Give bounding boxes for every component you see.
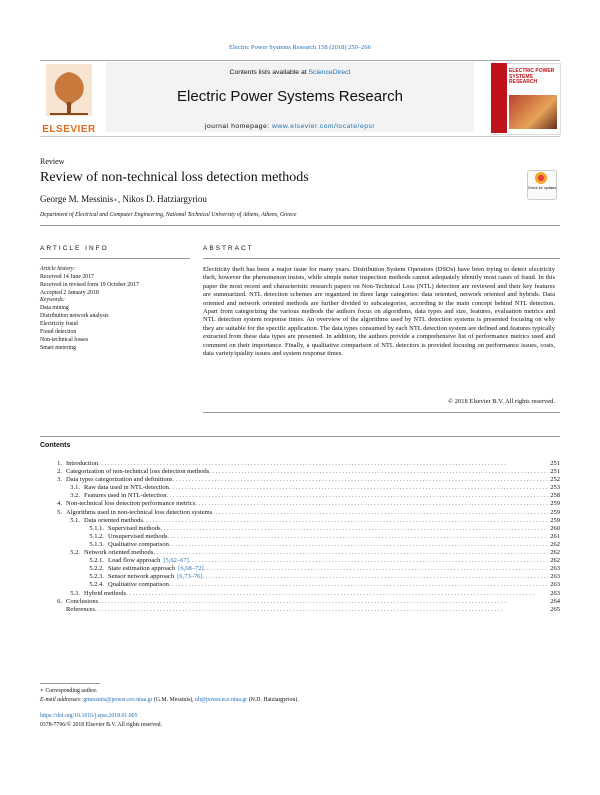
toc-page-number[interactable]: 265: [550, 605, 560, 613]
toc-number: [40, 606, 62, 614]
toc-title[interactable]: Qualitative comparison: [108, 540, 169, 548]
toc-leader-dots: [167, 533, 548, 541]
corr-label: Corresponding author.: [45, 688, 98, 694]
toc-page-number[interactable]: 262: [550, 557, 560, 565]
check-updates-label: Check for updates: [527, 186, 557, 190]
toc-leader-dots: [173, 476, 549, 484]
toc-page-number[interactable]: 259: [550, 500, 560, 508]
toc-page-number[interactable]: 262: [550, 549, 560, 557]
author-2: Nikos D. Hatziargyriou: [122, 194, 207, 204]
paper-title: Review of non-technical loss detection methods: [40, 170, 309, 185]
toc-row[interactable]: [40, 565, 560, 573]
toc-title[interactable]: Data types categorization and definitions: [66, 476, 173, 484]
toc-page-number[interactable]: 259: [550, 508, 560, 516]
toc-leader-dots: [98, 598, 548, 606]
toc-row[interactable]: [40, 541, 560, 549]
toc-page-number[interactable]: 260: [550, 524, 560, 532]
toc-title[interactable]: Algorithms used in non-technical loss detection systems: [66, 508, 213, 516]
abstract-text: Electricity theft has been a major issue for many years. Distribution System Operators (DSOs) have been trying to detect electricity theft, however the phenomenon insists, while simple meter inspection methods cannot adequately identify most cases of fraud. In this paper the most recent and characteristic research papers on Non-Technical Loss (NTL) detection are reviewed and their key features are summarized. NTL detection schemes are organized in three large categories: data oriented, network oriented and hybrids. Data oriented and network oriented methods are further divided to subcategories, according to the main concept behind NTL detection. Apart from categorizing the various methods the authors focus on algorithms, data types and size, features, evaluation metrics and NTL detection system response times. An overview of the algorithms used by NTL detection systems is presented focusing on why they are suitable for the specific application. The data types consumed by each NTL detection system are defined and features typically extracted from these data types are presented. In addition, the authors provide a comprehensive list of performance metrics used and comment on their importance. Finally, a qualitative comparison of NTL detectors is provided focusing on performance issues, costs, data variety/quality issues and system response times.: [203, 266, 555, 358]
toc-row[interactable]: [40, 484, 560, 492]
email-link-2[interactable]: nh@power.ece.ntua.gr: [195, 696, 248, 703]
email-line: [40, 696, 560, 705]
toc-page-number[interactable]: 264: [550, 597, 560, 605]
revised-date: Received in revised form 19 October 2017: [40, 282, 139, 288]
toc-title[interactable]: Load flow approach: [108, 557, 161, 565]
cover-band: [491, 63, 507, 133]
toc-number: 5.3.: [70, 589, 80, 597]
toc-number: 6.: [57, 597, 62, 605]
toc-row[interactable]: [40, 598, 560, 606]
toc-row[interactable]: [40, 533, 560, 541]
footnote: [40, 687, 560, 704]
toc-row[interactable]: [40, 500, 560, 508]
toc-title[interactable]: Hybrid methods: [84, 589, 127, 597]
toc-title[interactable]: Categorization of non-technical loss detection methods: [66, 468, 210, 476]
toc-leader-dots: [212, 509, 548, 517]
toc-row[interactable]: [40, 476, 560, 484]
toc-number: 3.1.: [70, 484, 80, 492]
corr-mark: ∗: [40, 688, 44, 694]
email-owner-1: (G.M. Messinis),: [153, 696, 194, 703]
toc-title[interactable]: Supervised methods: [108, 524, 161, 532]
doi-link[interactable]: https://doi.org/10.1016/j.epsr.2018.01.005: [40, 713, 138, 719]
toc-row[interactable]: [40, 525, 560, 533]
toc-title[interactable]: Features used in NTL-detection: [84, 492, 167, 500]
corresponding-author-mark[interactable]: ∗: [113, 196, 118, 204]
cover-title: ELECTRIC POWER SYSTEMS RESEARCH: [509, 68, 555, 85]
journal-citation[interactable]: Electric Power Systems Research 158 (2018) 250–266: [229, 44, 371, 51]
toc-title[interactable]: Non-technical loss detection performance metrics: [66, 500, 196, 508]
toc-leader-dots: [161, 525, 549, 533]
toc-citation-link[interactable]: [6,73–76]: [177, 573, 203, 581]
toc-page-number[interactable]: 259: [550, 516, 560, 524]
issn-copyright: 0378-7796/© 2018 Elsevier B.V. All rights reserved.: [40, 722, 162, 728]
keyword: Non-technical losses: [40, 337, 89, 343]
keyword: Smart metering: [40, 345, 76, 351]
toc-number: 2.: [57, 468, 62, 476]
toc-row[interactable]: [40, 517, 560, 525]
toc-leader-dots: [204, 565, 549, 573]
toc-leader-dots: [98, 460, 548, 468]
toc-leader-dots: [167, 492, 549, 500]
toc-number: 1.: [57, 460, 62, 467]
toc-page-number[interactable]: 263: [550, 589, 560, 597]
journal-title: Electric Power Systems Research: [177, 88, 403, 105]
toc-leader-dots: [189, 557, 548, 565]
toc-leader-dots: [95, 606, 548, 614]
toc-leader-dots: [169, 581, 548, 589]
toc-page-number[interactable]: 252: [550, 476, 560, 484]
toc-row[interactable]: [40, 557, 560, 565]
toc-page-number[interactable]: 261: [550, 532, 560, 540]
keyword: Distribution network analysis: [40, 313, 109, 319]
toc-page-number[interactable]: 263: [550, 573, 560, 581]
cover-image: [509, 95, 557, 129]
toc-leader-dots: [126, 590, 548, 598]
toc-page-number[interactable]: 262: [550, 540, 560, 548]
divider: [203, 258, 560, 259]
toc-number: 5.1.2.: [89, 532, 104, 540]
history-label: Article history:: [40, 266, 76, 272]
toc-row[interactable]: [40, 460, 560, 468]
toc-page-number[interactable]: 258: [550, 492, 560, 500]
toc-row[interactable]: [40, 492, 560, 500]
toc-row[interactable]: [40, 549, 560, 557]
toc-leader-dots: [153, 549, 548, 557]
author-separator: ,: [117, 194, 121, 204]
footnote-divider: [40, 683, 100, 684]
divider: [203, 412, 560, 413]
toc-page-number[interactable]: 253: [550, 484, 560, 492]
article-info-heading: ARTICLE INFO: [40, 245, 109, 252]
keywords: [40, 296, 190, 352]
toc-leader-dots: [169, 484, 548, 492]
affiliation: Department of Electrical and Computer Engineering, National Technical University of Athens, Athens, Greece: [40, 212, 297, 218]
toc-number: 5.1.: [70, 516, 80, 524]
toc-title[interactable]: Unsupervised methods: [108, 532, 168, 540]
received-date: Received 14 June 2017: [40, 274, 94, 280]
toc-number: 5.2.3.: [89, 573, 104, 581]
toc-number: 5.2.1.: [89, 557, 104, 565]
divider: [40, 258, 190, 259]
keyword: Electricity fraud: [40, 321, 78, 327]
check-updates-icon: [535, 172, 547, 184]
toc-number: 4.: [57, 500, 62, 508]
article-history: [40, 265, 190, 297]
author-1: George M. Messinis: [40, 194, 114, 204]
toc-number: 5.2.4.: [89, 581, 104, 589]
publisher-name: ELSEVIER: [42, 124, 96, 135]
toc-title[interactable]: State estimation approach: [108, 565, 176, 573]
toc-number: 5.1.1.: [89, 524, 104, 532]
toc-title[interactable]: Introduction: [66, 460, 99, 467]
toc-row[interactable]: [40, 606, 560, 614]
sciencedirect-link[interactable]: ScienceDirect: [308, 69, 351, 76]
toc-title[interactable]: Conclusions: [66, 597, 99, 605]
abstract-copyright: © 2018 Elsevier B.V. All rights reserved.: [448, 398, 555, 405]
contents-heading: Contents: [40, 442, 71, 449]
journal-homepage: [106, 123, 474, 130]
toc-row[interactable]: [40, 468, 560, 476]
toc-title[interactable]: Raw data used in NTL-detection: [84, 484, 169, 492]
toc-citation-link[interactable]: [6,68–72]: [178, 565, 204, 573]
email-label: E-mail addresses:: [40, 696, 82, 703]
toc-number: 5.: [57, 508, 62, 516]
keywords-label: Keywords:: [40, 297, 65, 303]
toc-number: 5.2.2.: [89, 565, 104, 573]
keyword: Data mining: [40, 305, 69, 311]
toc-title[interactable]: Qualitative comparison: [108, 581, 169, 589]
table-of-contents: [40, 460, 560, 614]
toc-citation-link[interactable]: [5,62–67]: [163, 557, 189, 565]
homepage-label: journal homepage:: [204, 123, 270, 130]
homepage-link[interactable]: www.elsevier.com/locate/epsr: [272, 123, 376, 130]
toc-row[interactable]: [40, 590, 560, 598]
toc-page-number[interactable]: 251: [550, 460, 560, 467]
toc-leader-dots: [203, 573, 549, 581]
toc-row[interactable]: [40, 573, 560, 581]
email-link-1[interactable]: gmessinis@power.ece.ntua.gr: [83, 696, 153, 703]
toc-title[interactable]: References: [66, 605, 95, 613]
toc-title[interactable]: Data oriented methods: [84, 516, 143, 524]
toc-leader-dots: [169, 541, 548, 549]
toc-row[interactable]: [40, 581, 560, 589]
toc-page-number[interactable]: 263: [550, 581, 560, 589]
toc-page-number[interactable]: 263: [550, 565, 560, 573]
toc-title[interactable]: Network oriented methods: [84, 549, 154, 557]
toc-number: 5.2.: [70, 549, 80, 557]
contents-available-text: Contents lists available at: [229, 69, 307, 76]
elsevier-tree-logo-icon: [40, 62, 98, 132]
contents-available: [106, 69, 474, 76]
toc-title[interactable]: Sensor network approach: [108, 573, 175, 581]
toc-row[interactable]: [40, 509, 560, 517]
keyword: Fraud detection: [40, 329, 77, 335]
email-owner-2: (N.D. Hatziargyriou).: [248, 696, 299, 703]
toc-number: 3.: [57, 476, 62, 484]
divider: [40, 225, 560, 226]
author-list: [40, 194, 207, 204]
toc-page-number[interactable]: 251: [550, 468, 560, 476]
article-section: Review: [40, 157, 65, 166]
corresponding-note: [40, 687, 560, 696]
abstract-heading: ABSTRACT: [203, 245, 254, 252]
toc-leader-dots: [209, 468, 548, 476]
accepted-date: Accepted 2 January 2018: [40, 290, 99, 296]
toc-leader-dots: [143, 517, 548, 525]
toc-leader-dots: [195, 500, 548, 508]
toc-number: 3.2.: [70, 492, 80, 500]
toc-number: 5.1.3.: [89, 540, 104, 548]
divider: [40, 436, 560, 437]
